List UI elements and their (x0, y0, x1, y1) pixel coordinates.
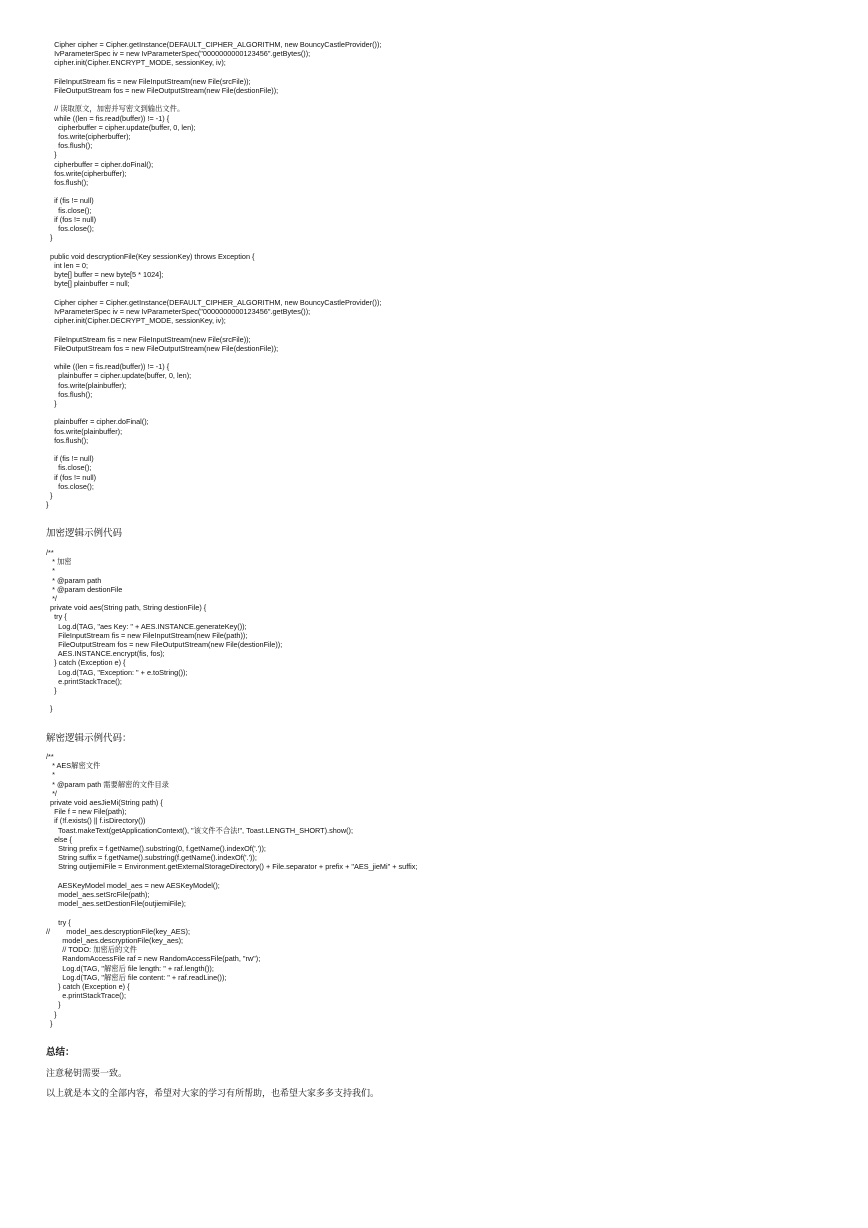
heading-encrypt-example: 加密逻辑示例代码 (46, 528, 123, 539)
paragraph-key-note: 注意秘钥需要一致。 (46, 1068, 128, 1078)
code-block-decrypt-example: /** * AES解密文件 * * @param path 需要解密的文件目录 */ private void aesJieMi(String path) { File f = new File(path); if (!f.exists() || f.isDirectory()) Toast.makeText(getApplicationContext(), "该文件不合法!", Toast.LENGTH_SHORT).show(); else { String prefix = f.getName().substring(0, f.getName().indexOf('.')); String suffix = f.getName().substring(f.getName().indexOf('.')); String outjiemiFile = Environment.getExternalStorageDirectory() + File.separator + prefix + "AES_jieMi" + suffix; AESKeyModel model_aes = new AESKeyModel(); model_aes.setSrcFile(path); model_aes.setDestionFile(outjiemiFile); try { // model_aes.descryptionFile(key_AES); model_aes.descryptionFile(key_aes); // TODO: 加密后的文件 RandomAccessFile raf = new RandomAccessFile(path, "rw"); Log.d(TAG, "解密后 file length: " + raf.length()); Log.d(TAG, "解密后 file content: " + raf.readLine()); } catch (Exception e) { e.printStackTrace(); } } } (46, 752, 418, 1028)
paragraph-closing: 以上就是本文的全部内容，希望对大家的学习有所帮助，也希望大家多多支持我们。 (46, 1088, 380, 1098)
heading-decrypt-example: 解密逻辑示例代码： (46, 733, 132, 744)
code-block-encrypt-decrypt-methods: Cipher cipher = Cipher.getInstance(DEFAULT_CIPHER_ALGORITHM, new BouncyCastleProvider()); IvParameterSpec iv = new IvParameterSpec("0000000000123456".getBytes()); cipher.init(Cipher.ENCRYPT_MODE, sessionKey, iv); FileInputStream fis = new FileInputStream(new File(srcFile)); FileOutputStream fos = new FileOutputStream(new File(destionFile)); // 读取原文，加密并写密文到输出文件。 while ((len = fis.read(buffer)) != -1) { cipherbuffer = cipher.update(buffer, 0, len); fos.write(cipherbuffer); fos.flush(); } cipherbuffer = cipher.doFinal(); fos.write(cipherbuffer); fos.flush(); if (fis != null) fis.close(); if (fos != null) fos.close(); } public void descryptionFile(Key sessionKey) throws Exception { int len = 0; byte[] buffer = new byte[5 * 1024]; byte[] plainbuffer = null; Cipher cipher = Cipher.getInstance(DEFAULT_CIPHER_ALGORITHM, new BouncyCastleProvider()); IvParameterSpec iv = new IvParameterSpec("0000000000123456".getBytes()); cipher.init(Cipher.DECRYPT_MODE, sessionKey, iv); FileInputStream fis = new FileInputStream(new File(srcFile)); FileOutputStream fos = new FileOutputStream(new File(destionFile)); while ((len = fis.read(buffer)) != -1) { plainbuffer = cipher.update(buffer, 0, len); fos.write(plainbuffer); fos.flush(); } plainbuffer = cipher.doFinal(); fos.write(plainbuffer); fos.flush(); if (fis != null) fis.close(); if (fos != null) fos.close(); } } (46, 40, 382, 510)
code-block-encrypt-example: /** * 加密 * * @param path * @param destionFile */ private void aes(String path, String destionFile) { try { Log.d(TAG, "aes Key: " + AES.INSTANCE.generateKey()); FileInputStream fis = new FileInputStream(new File(path)); FileOutputStream fos = new FileOutputStream(new File(destionFile)); AES.INSTANCE.encrypt(fis, fos); } catch (Exception e) { Log.d(TAG, "Exception: " + e.toString()); e.printStackTrace(); } } (46, 548, 283, 714)
heading-summary: 总结： (46, 1047, 75, 1058)
